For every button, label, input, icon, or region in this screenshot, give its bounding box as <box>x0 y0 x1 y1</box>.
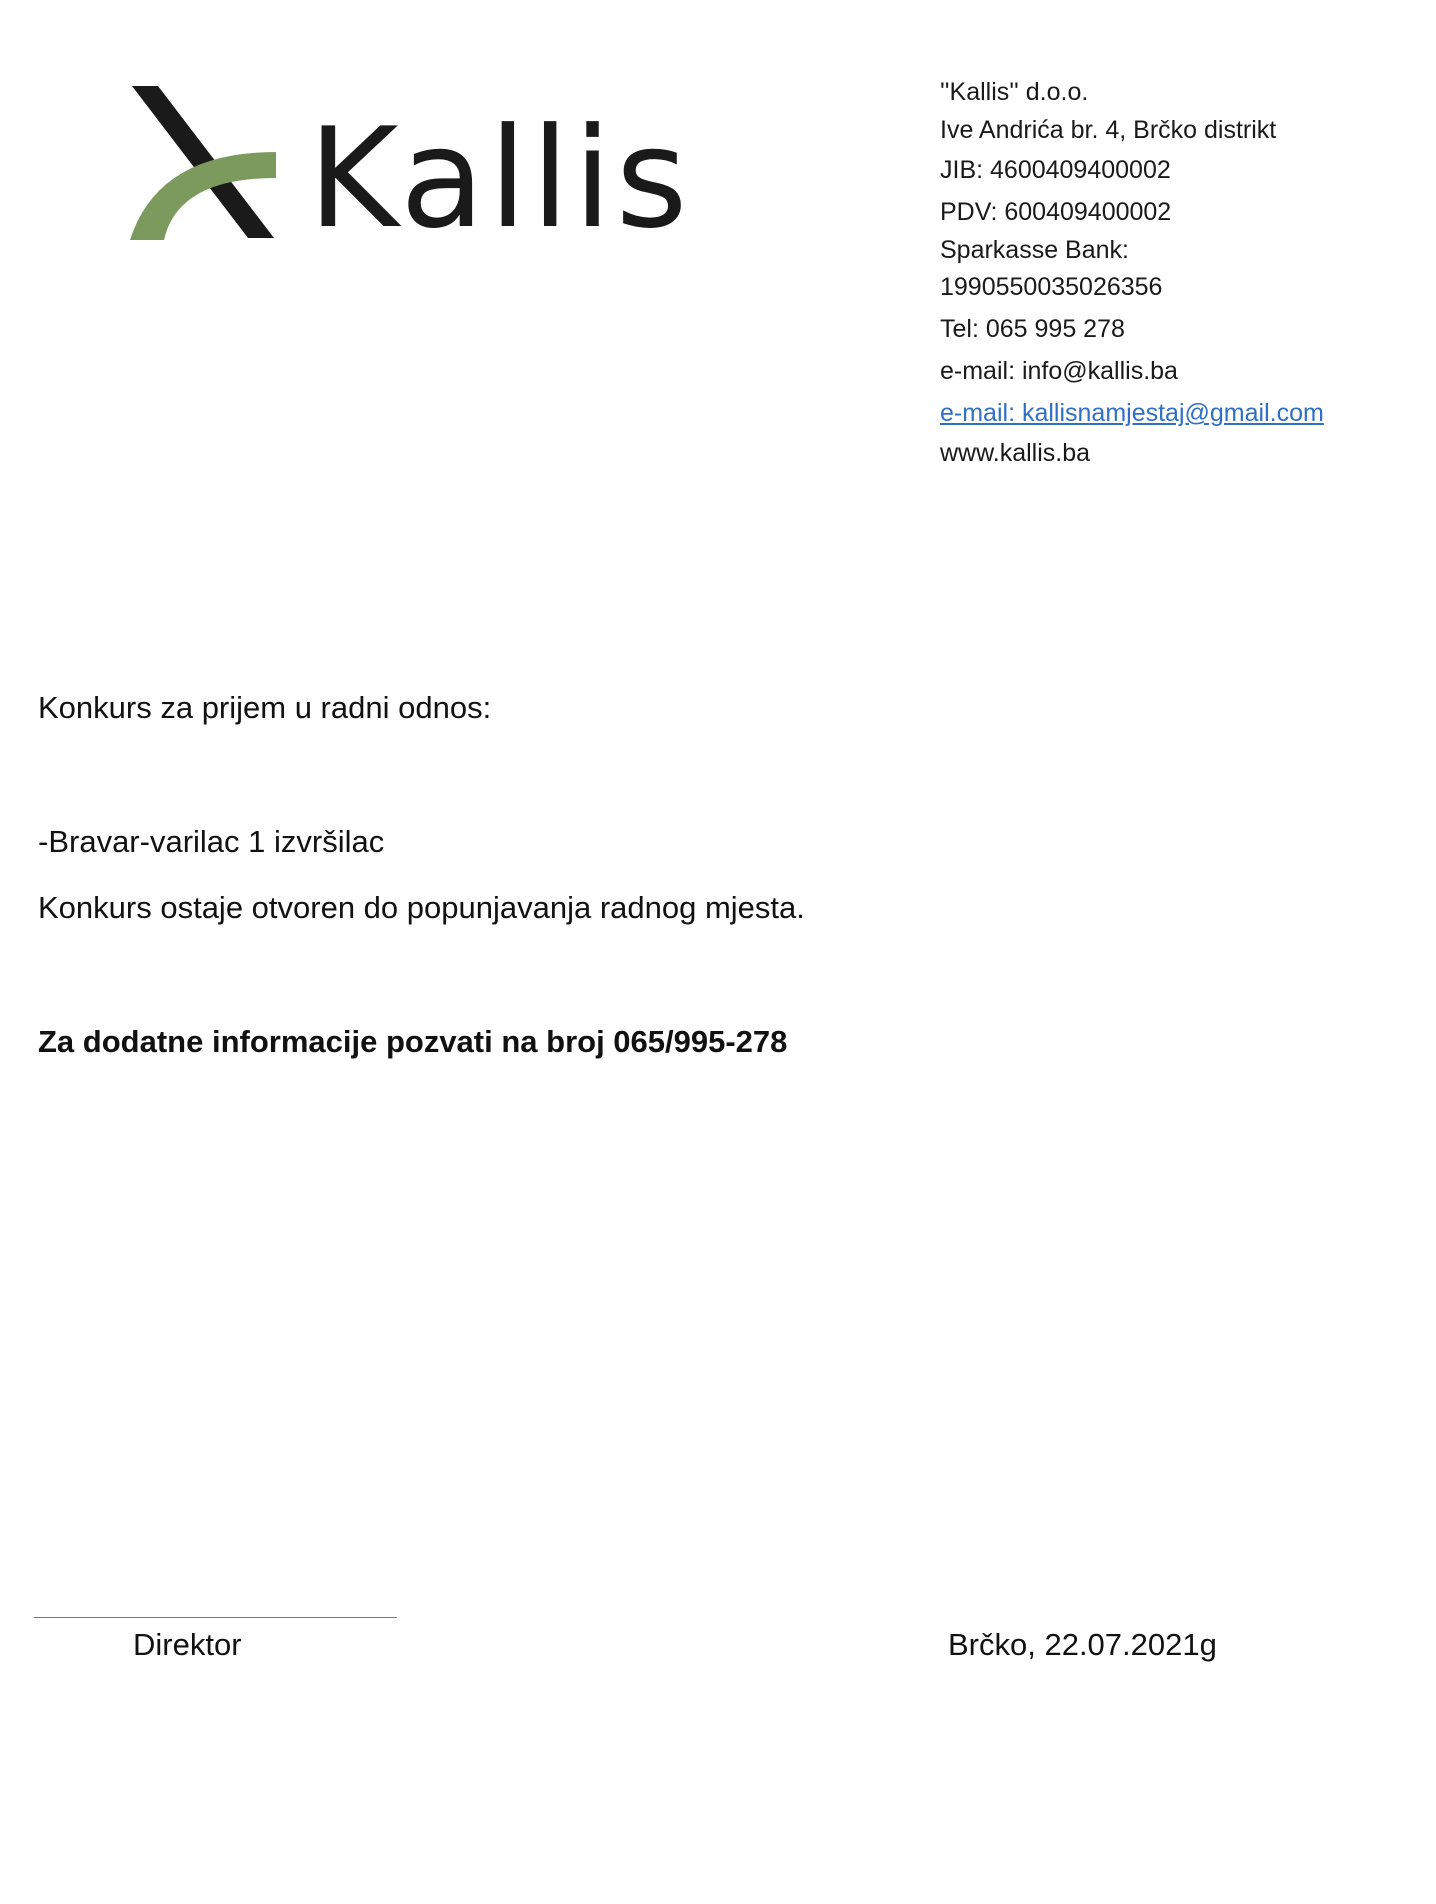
job-position: -Bravar-varilac 1 izvršilac <box>38 824 385 859</box>
notice-heading: Konkurs za prijem u radni odnos: <box>38 690 492 725</box>
notice-note: Konkurs ostaje otvoren do popunjavanja radnog mjesta. <box>38 890 805 925</box>
company-name: ''Kallis'' d.o.o. <box>940 78 1089 106</box>
logo-wordmark: Kallis <box>308 98 692 259</box>
company-address: Ive Andrića br. 4, Brčko distrikt <box>940 116 1277 144</box>
place-date: Brčko, 22.07.2021g <box>948 1627 1217 1662</box>
company-website: www.kallis.ba <box>940 439 1091 467</box>
company-logo <box>128 82 708 259</box>
signature-line <box>34 1617 397 1618</box>
company-jib: JIB: 4600409400002 <box>940 156 1171 184</box>
logo-mark-icon <box>128 82 308 252</box>
bank-account: 1990550035026356 <box>940 273 1163 301</box>
signature-label: Direktor <box>133 1627 242 1662</box>
contact-info: Za dodatne informacije pozvati na broj 065/995-278 <box>38 1024 788 1059</box>
company-email: e-mail: info@kallis.ba <box>940 357 1178 385</box>
company-email-link[interactable]: e-mail: kallisnamjestaj@gmail.com <box>940 399 1324 427</box>
company-phone: Tel: 065 995 278 <box>940 315 1125 343</box>
bank-label: Sparkasse Bank: <box>940 236 1129 264</box>
company-pdv: PDV: 600409400002 <box>940 198 1172 226</box>
